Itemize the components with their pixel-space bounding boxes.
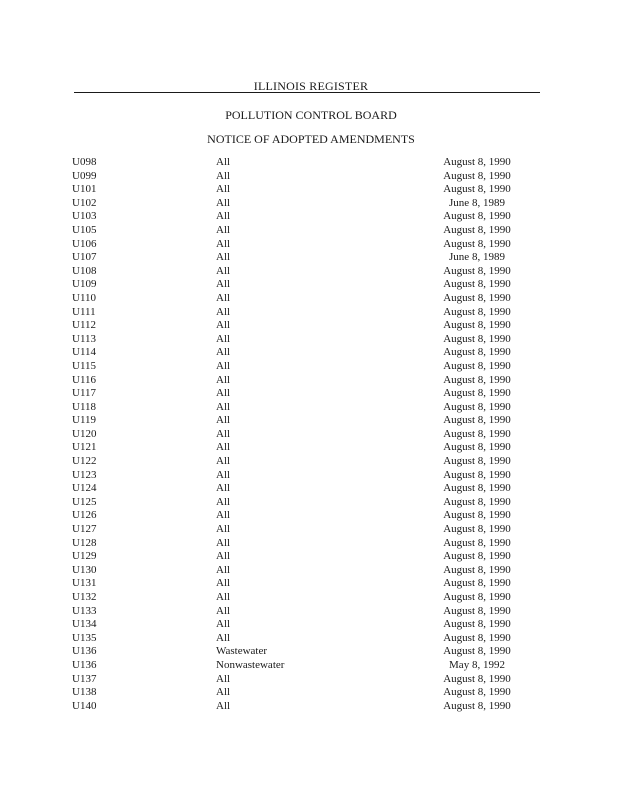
waste-code: U102: [72, 196, 97, 209]
subcategory: All: [216, 319, 231, 332]
table-row: [72, 455, 552, 469]
waste-code: U134: [72, 618, 97, 631]
waste-code: U113: [72, 332, 97, 345]
table-row: [72, 387, 552, 401]
effective-date: August 8, 1990: [443, 373, 511, 386]
waste-code: U128: [72, 536, 97, 549]
subcategory: All: [216, 591, 231, 603]
subcategory: All: [216, 618, 231, 631]
subcategory: All: [216, 223, 231, 236]
waste-code: U111: [72, 305, 96, 318]
table-row: [72, 333, 552, 347]
table-row: [72, 523, 552, 537]
table-row: [72, 238, 552, 252]
subcategory: All: [216, 686, 231, 699]
effective-date: August 8, 1990: [443, 523, 511, 536]
waste-code: U132: [72, 591, 97, 603]
subcategory: All: [216, 359, 231, 372]
table-row: [72, 170, 552, 184]
effective-date: August 8, 1990: [443, 441, 511, 454]
board-name: POLLUTION CONTROL BOARD: [225, 108, 397, 122]
subcategory: All: [216, 427, 231, 440]
waste-code: U133: [72, 604, 97, 617]
subcategory: Wastewater: [216, 645, 268, 658]
subcategory: All: [216, 373, 231, 386]
subcategory: All: [216, 196, 231, 209]
waste-code: U124: [72, 482, 97, 495]
table-row: [72, 156, 552, 170]
subcategory: All: [216, 441, 231, 454]
waste-code: U101: [72, 183, 97, 196]
effective-date: August 8, 1990: [443, 427, 511, 440]
waste-code: U108: [72, 264, 97, 277]
subcategory: All: [216, 414, 231, 427]
subcategory: All: [216, 346, 231, 359]
effective-date: August 8, 1990: [443, 686, 511, 699]
subcategory: All: [216, 237, 231, 250]
table-row: [72, 278, 552, 292]
table-row: [72, 197, 552, 211]
subcategory: Nonwastewater: [216, 658, 285, 671]
subcategory: All: [216, 291, 231, 304]
table-row: [72, 686, 552, 700]
table-row: [72, 428, 552, 442]
waste-code: U137: [72, 672, 97, 685]
effective-date: August 8, 1990: [443, 536, 511, 549]
table-row: [72, 210, 552, 224]
effective-date: August 8, 1990: [443, 183, 511, 196]
table-row: [72, 414, 552, 428]
effective-date: August 8, 1990: [443, 210, 511, 223]
subcategory: All: [216, 509, 231, 522]
table-row: [72, 537, 552, 551]
effective-date: August 8, 1990: [443, 550, 511, 563]
subcategory: All: [216, 482, 231, 495]
waste-code: U123: [72, 468, 97, 481]
table-row: [72, 401, 552, 415]
effective-date: August 8, 1990: [443, 346, 511, 359]
waste-code: U121: [72, 441, 97, 454]
table-row: [72, 509, 552, 523]
waste-code: U122: [72, 455, 97, 468]
subcategory: All: [216, 400, 231, 413]
table-row: [72, 292, 552, 306]
effective-date: August 8, 1990: [443, 414, 511, 427]
effective-date: August 8, 1990: [443, 169, 511, 182]
waste-code: U112: [72, 319, 97, 332]
waste-code: U118: [72, 400, 97, 413]
table-row: [72, 346, 552, 360]
effective-date: August 8, 1990: [443, 618, 511, 631]
waste-code: U127: [72, 523, 97, 536]
waste-code: U105: [72, 223, 97, 236]
effective-date: August 8, 1990: [443, 577, 511, 590]
waste-code: U110: [72, 291, 97, 304]
notice-title: NOTICE OF ADOPTED AMENDMENTS: [207, 132, 415, 146]
waste-code: U106: [72, 237, 97, 250]
table-row: [72, 591, 552, 605]
effective-date: August 8, 1990: [443, 482, 511, 495]
waste-code: U126: [72, 509, 97, 522]
effective-date: August 8, 1990: [443, 400, 511, 413]
effective-date: August 8, 1990: [443, 699, 511, 712]
effective-date: August 8, 1990: [443, 319, 511, 332]
subcategory: All: [216, 563, 231, 576]
table-row: [72, 482, 552, 496]
waste-code: U107: [72, 251, 97, 264]
table-row: [72, 441, 552, 455]
waste-code: U119: [72, 414, 97, 427]
waste-code: U135: [72, 631, 97, 644]
table-row: [72, 632, 552, 646]
effective-date: August 8, 1990: [443, 237, 511, 250]
subcategory: All: [216, 305, 231, 318]
waste-code: U115: [72, 359, 97, 372]
effective-date: August 8, 1990: [443, 387, 511, 400]
subcategory: All: [216, 536, 231, 549]
effective-date: August 8, 1990: [443, 223, 511, 236]
effective-date: August 8, 1990: [443, 509, 511, 522]
table-row: [72, 265, 552, 279]
waste-code: U114: [72, 346, 97, 359]
effective-date: August 8, 1990: [443, 604, 511, 617]
effective-date: August 8, 1990: [443, 645, 511, 658]
table-row: [72, 374, 552, 388]
table-row: [72, 605, 552, 619]
subcategory: All: [216, 387, 231, 400]
subcategory: All: [216, 699, 231, 712]
subcategory: All: [216, 156, 231, 168]
subcategory: All: [216, 332, 231, 345]
subcategory: All: [216, 183, 231, 196]
waste-code: U109: [72, 278, 97, 291]
subcategory: All: [216, 210, 231, 223]
waste-code: U125: [72, 495, 97, 508]
effective-date: August 8, 1990: [443, 591, 511, 603]
subcategory: All: [216, 455, 231, 468]
table-row: [72, 550, 552, 564]
subcategory: All: [216, 278, 231, 291]
effective-date: August 8, 1990: [443, 672, 511, 685]
table-row: [72, 577, 552, 591]
waste-code: U136: [72, 658, 97, 671]
register-title: ILLINOIS REGISTER: [253, 79, 369, 93]
waste-code: U138: [72, 686, 97, 699]
header-rule: [74, 92, 540, 93]
subcategory: All: [216, 604, 231, 617]
table-row: [72, 183, 552, 197]
table-row: [72, 319, 552, 333]
table-row: [72, 224, 552, 238]
effective-date: August 8, 1990: [443, 278, 511, 291]
effective-date: August 8, 1990: [443, 264, 511, 277]
table-row: [72, 673, 552, 687]
subcategory: All: [216, 631, 231, 644]
waste-code: U140: [72, 699, 97, 712]
effective-date: August 8, 1990: [443, 495, 511, 508]
waste-code: U129: [72, 550, 97, 563]
effective-date: June 8, 1989: [449, 196, 505, 209]
effective-date: August 8, 1990: [443, 156, 511, 168]
table-row: [72, 306, 552, 320]
effective-date: August 8, 1990: [443, 291, 511, 304]
effective-date: August 8, 1990: [443, 359, 511, 372]
table-row: [72, 618, 552, 632]
table-row: [72, 700, 552, 714]
effective-date: August 8, 1990: [443, 563, 511, 576]
waste-code: U131: [72, 577, 97, 590]
subcategory: All: [216, 264, 231, 277]
subcategory: All: [216, 577, 231, 590]
subcategory: All: [216, 523, 231, 536]
waste-code: U120: [72, 427, 97, 440]
table-row: [72, 564, 552, 578]
effective-date: August 8, 1990: [443, 332, 511, 345]
effective-date: August 8, 1990: [443, 631, 511, 644]
subcategory: All: [216, 468, 231, 481]
subcategory: All: [216, 672, 231, 685]
waste-code: U116: [72, 373, 97, 386]
effective-date: August 8, 1990: [443, 305, 511, 318]
table-row: [72, 251, 552, 265]
subcategory: All: [216, 495, 231, 508]
table-row: [72, 496, 552, 510]
waste-code: U136: [72, 645, 97, 658]
waste-code: U103: [72, 210, 97, 223]
waste-code: U130: [72, 563, 97, 576]
effective-date: August 8, 1990: [443, 455, 511, 468]
effective-date: August 8, 1990: [443, 468, 511, 481]
waste-code: U098: [72, 156, 97, 168]
effective-date: June 8, 1989: [449, 251, 505, 264]
table-row: [72, 469, 552, 483]
subcategory: All: [216, 550, 231, 563]
waste-code-table: [72, 156, 552, 713]
subcategory: All: [216, 251, 231, 264]
effective-date: May 8, 1992: [449, 658, 505, 671]
table-row: [72, 645, 552, 659]
waste-code: U099: [72, 169, 97, 182]
table-row: [72, 659, 552, 673]
table-row: [72, 360, 552, 374]
waste-code: U117: [72, 387, 97, 400]
subcategory: All: [216, 169, 231, 182]
